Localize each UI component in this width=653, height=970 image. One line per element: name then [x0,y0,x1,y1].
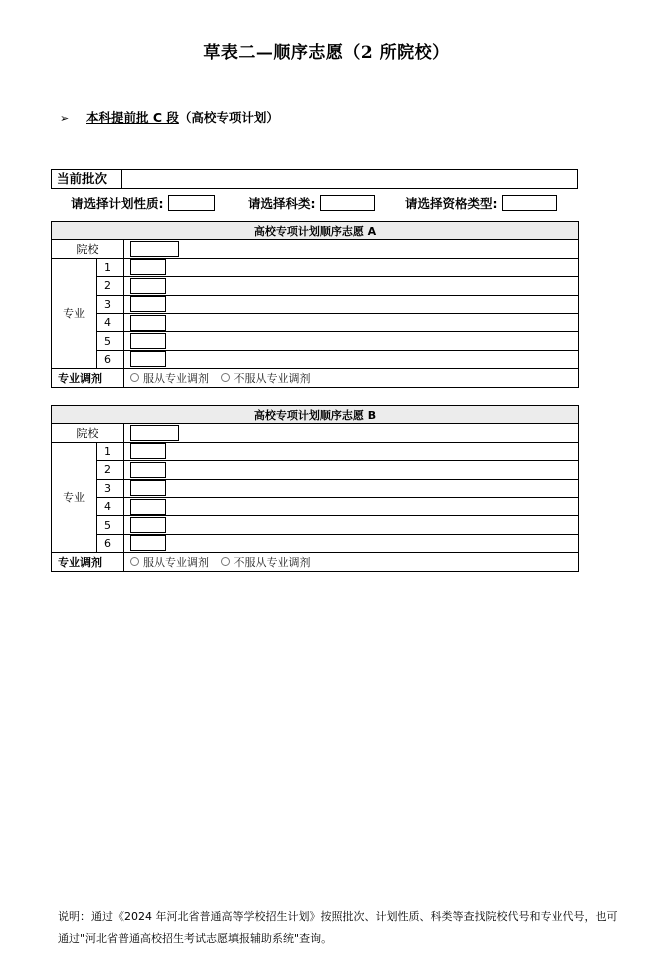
radio-icon[interactable] [130,557,139,566]
adjustment-label: 专业调剂 [52,369,124,387]
major-code-input[interactable] [130,499,166,515]
accept-adjustment-option[interactable] [130,372,209,385]
major-index: 1 [97,442,124,460]
plan-nature-selector [71,194,215,212]
radio-icon[interactable] [221,557,230,566]
major-code-input[interactable] [130,480,166,496]
decline-adjustment-option[interactable] [221,372,311,385]
qualification-type-label: 请选择资格类型: [405,196,498,211]
major-code-input[interactable] [130,351,166,367]
current-batch-label: 当前批次 [52,170,122,188]
major-index: 5 [97,332,124,350]
major-code-input[interactable] [130,259,166,275]
major-label: 专业 [52,258,97,368]
table-header: 高校专项计划顺序志愿 A [52,222,579,240]
major-index: 6 [97,350,124,368]
major-index: 5 [97,516,124,534]
major-code-input[interactable] [130,535,166,551]
major-index: 1 [97,258,124,276]
radio-icon[interactable] [221,373,230,382]
accept-adjustment-label: 服从专业调剂 [143,371,209,385]
current-batch-field[interactable] [122,170,577,188]
section-heading [60,108,279,126]
major-code-input[interactable] [130,517,166,533]
accept-adjustment-label: 服从专业调剂 [143,555,209,569]
major-code-input[interactable] [130,296,166,312]
major-code-input[interactable] [130,462,166,478]
selector-row [0,194,653,214]
major-index: 2 [97,277,124,295]
preference-table-a [51,221,579,388]
radio-icon[interactable] [130,373,139,382]
preference-table-b [51,405,579,572]
subject-category-field[interactable] [320,195,375,211]
plan-nature-field[interactable] [168,195,215,211]
subject-category-label: 请选择科类: [248,196,316,211]
subject-category-selector [248,194,375,212]
school-label: 院校 [52,424,124,442]
major-code-input[interactable] [130,315,166,331]
major-code-input[interactable] [130,278,166,294]
major-index: 4 [97,497,124,515]
current-batch-row [51,169,578,189]
table-header: 高校专项计划顺序志愿 B [52,406,579,424]
section-batch-name: 本科提前批 C 段 [86,110,179,125]
major-label: 专业 [52,442,97,552]
major-index: 3 [97,295,124,313]
major-index: 3 [97,479,124,497]
section-plan-type: （高校专项计划） [178,110,279,125]
qualification-type-selector [405,194,557,212]
major-code-input[interactable] [130,333,166,349]
school-code-input[interactable] [130,425,179,441]
major-code-input[interactable] [130,443,166,459]
plan-nature-label: 请选择计划性质: [71,196,164,211]
page-title: 草表二—顺序志愿（2 所院校） [203,43,450,63]
accept-adjustment-option[interactable] [130,556,209,569]
decline-adjustment-label: 不服从专业调剂 [233,371,311,385]
adjustment-label: 专业调剂 [52,553,124,571]
school-code-input[interactable] [130,241,179,257]
major-index: 2 [97,461,124,479]
major-index: 6 [97,534,124,552]
decline-adjustment-option[interactable] [221,556,311,569]
qualification-type-field[interactable] [502,195,557,211]
arrow-bullet-icon: ➢ [60,112,70,125]
school-label: 院校 [52,240,124,258]
major-index: 4 [97,313,124,331]
decline-adjustment-label: 不服从专业调剂 [233,555,311,569]
footnote: 说明：通过《2024 年河北省普通高等学校招生计划》按照批次、计划性质、科类等查找院校代号和专业代号，也可通过"河北省普通高校招生考试志愿填报辅助系统"查询。 [58,910,618,945]
